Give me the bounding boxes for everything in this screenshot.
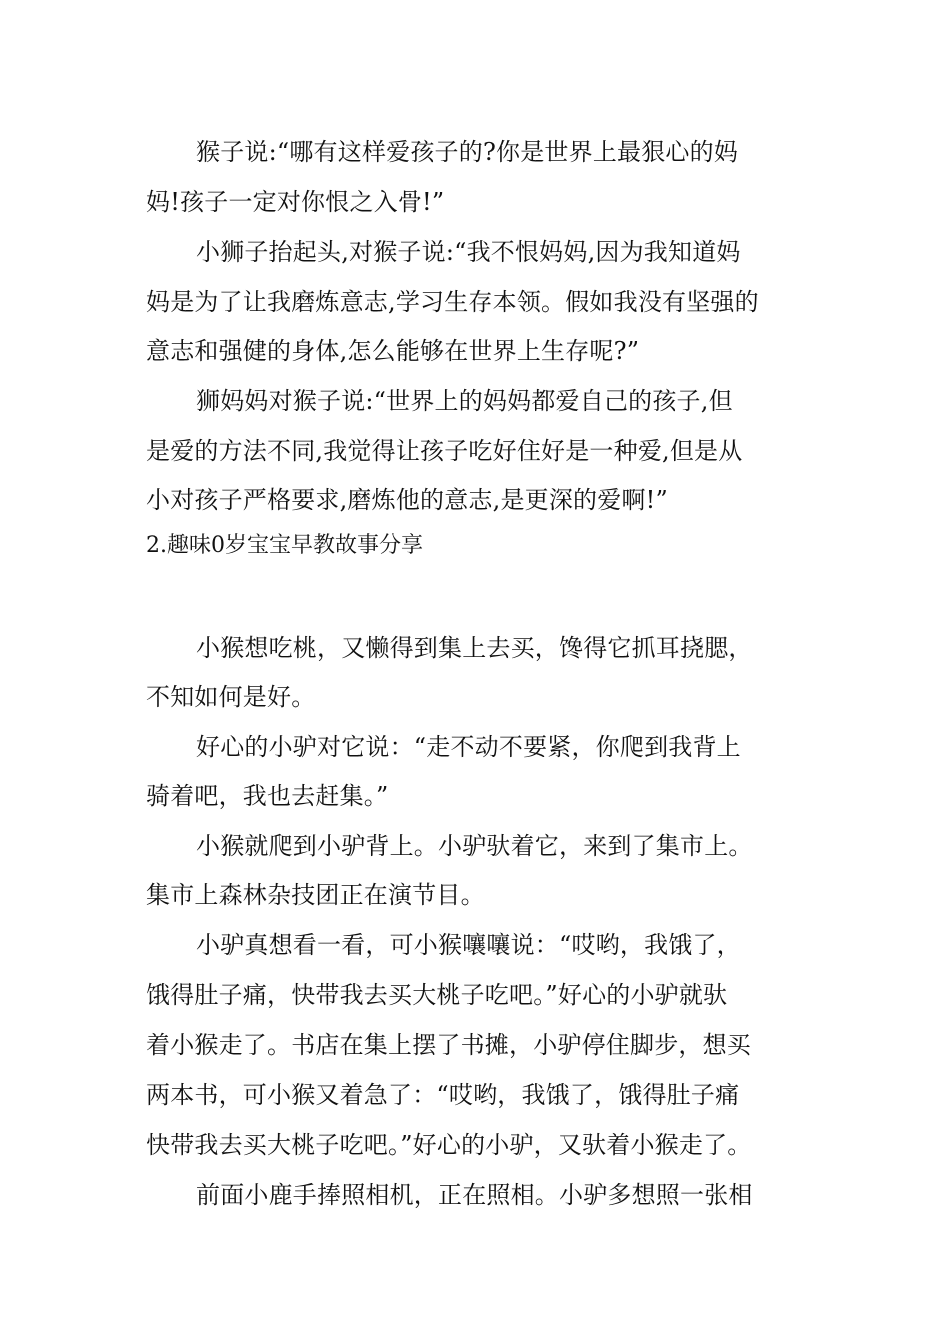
- paragraph-line: 意志和强健的身体,怎么能够在世界上生存呢?”: [146, 337, 640, 365]
- paragraph-line: 小驴真想看一看，可小猴嚷嚷说：“哎哟，我饿了，: [196, 931, 741, 959]
- paragraph-line: 不知如何是好。: [146, 683, 316, 711]
- paragraph-line: 饿得肚子痛，快带我去买大桃子吃吧。”好心的小驴就驮: [146, 981, 728, 1009]
- paragraph-line: 集市上森林杂技团正在演节目。: [146, 881, 485, 909]
- section-heading: 2.趣味0岁宝宝早教故事分享: [146, 533, 423, 558]
- paragraph-line: 是爱的方法不同,我觉得让孩子吃好住好是一种爱,但是从: [146, 437, 743, 465]
- paragraph-line: 骑着吧，我也去赶集。”: [146, 782, 389, 810]
- paragraph-line: 猴子说:“哪有这样爱孩子的?你是世界上最狠心的妈: [196, 138, 739, 166]
- paragraph-line: 妈!孩子一定对你恨之入骨!”: [146, 188, 445, 216]
- paragraph-line: 好心的小驴对它说：“走不动不要紧，你爬到我背上: [196, 733, 741, 761]
- paragraph-line: 前面小鹿手捧照相机，正在照相。小驴多想照一张相: [196, 1181, 753, 1209]
- paragraph-line: 快带我去买大桃子吃吧。”好心的小驴，又驮着小猴走了。: [146, 1131, 752, 1159]
- paragraph-line: 两本书，可小猴又着急了：“哎哟，我饿了，饿得肚子痛: [146, 1081, 740, 1109]
- paragraph-line: 着小猴走了。书店在集上摆了书摊，小驴停住脚步，想买: [146, 1031, 751, 1059]
- paragraph-line: 狮妈妈对猴子说:“世界上的妈妈都爱自己的孩子,但: [196, 387, 733, 415]
- paragraph-line: 小狮子抬起头,对猴子说:“我不恨妈妈,因为我知道妈: [196, 238, 741, 266]
- paragraph-line: 妈是为了让我磨炼意志,学习生存本领。假如我没有坚强的: [146, 288, 759, 316]
- paragraph-line: 小对孩子严格要求,磨炼他的意志,是更深的爱啊!”: [146, 486, 668, 514]
- paragraph-line: 小猴就爬到小驴背上。小驴驮着它，来到了集市上。: [196, 832, 753, 860]
- paragraph-line: 小猴想吃桃，又懒得到集上去买，馋得它抓耳挠腮，: [196, 634, 753, 662]
